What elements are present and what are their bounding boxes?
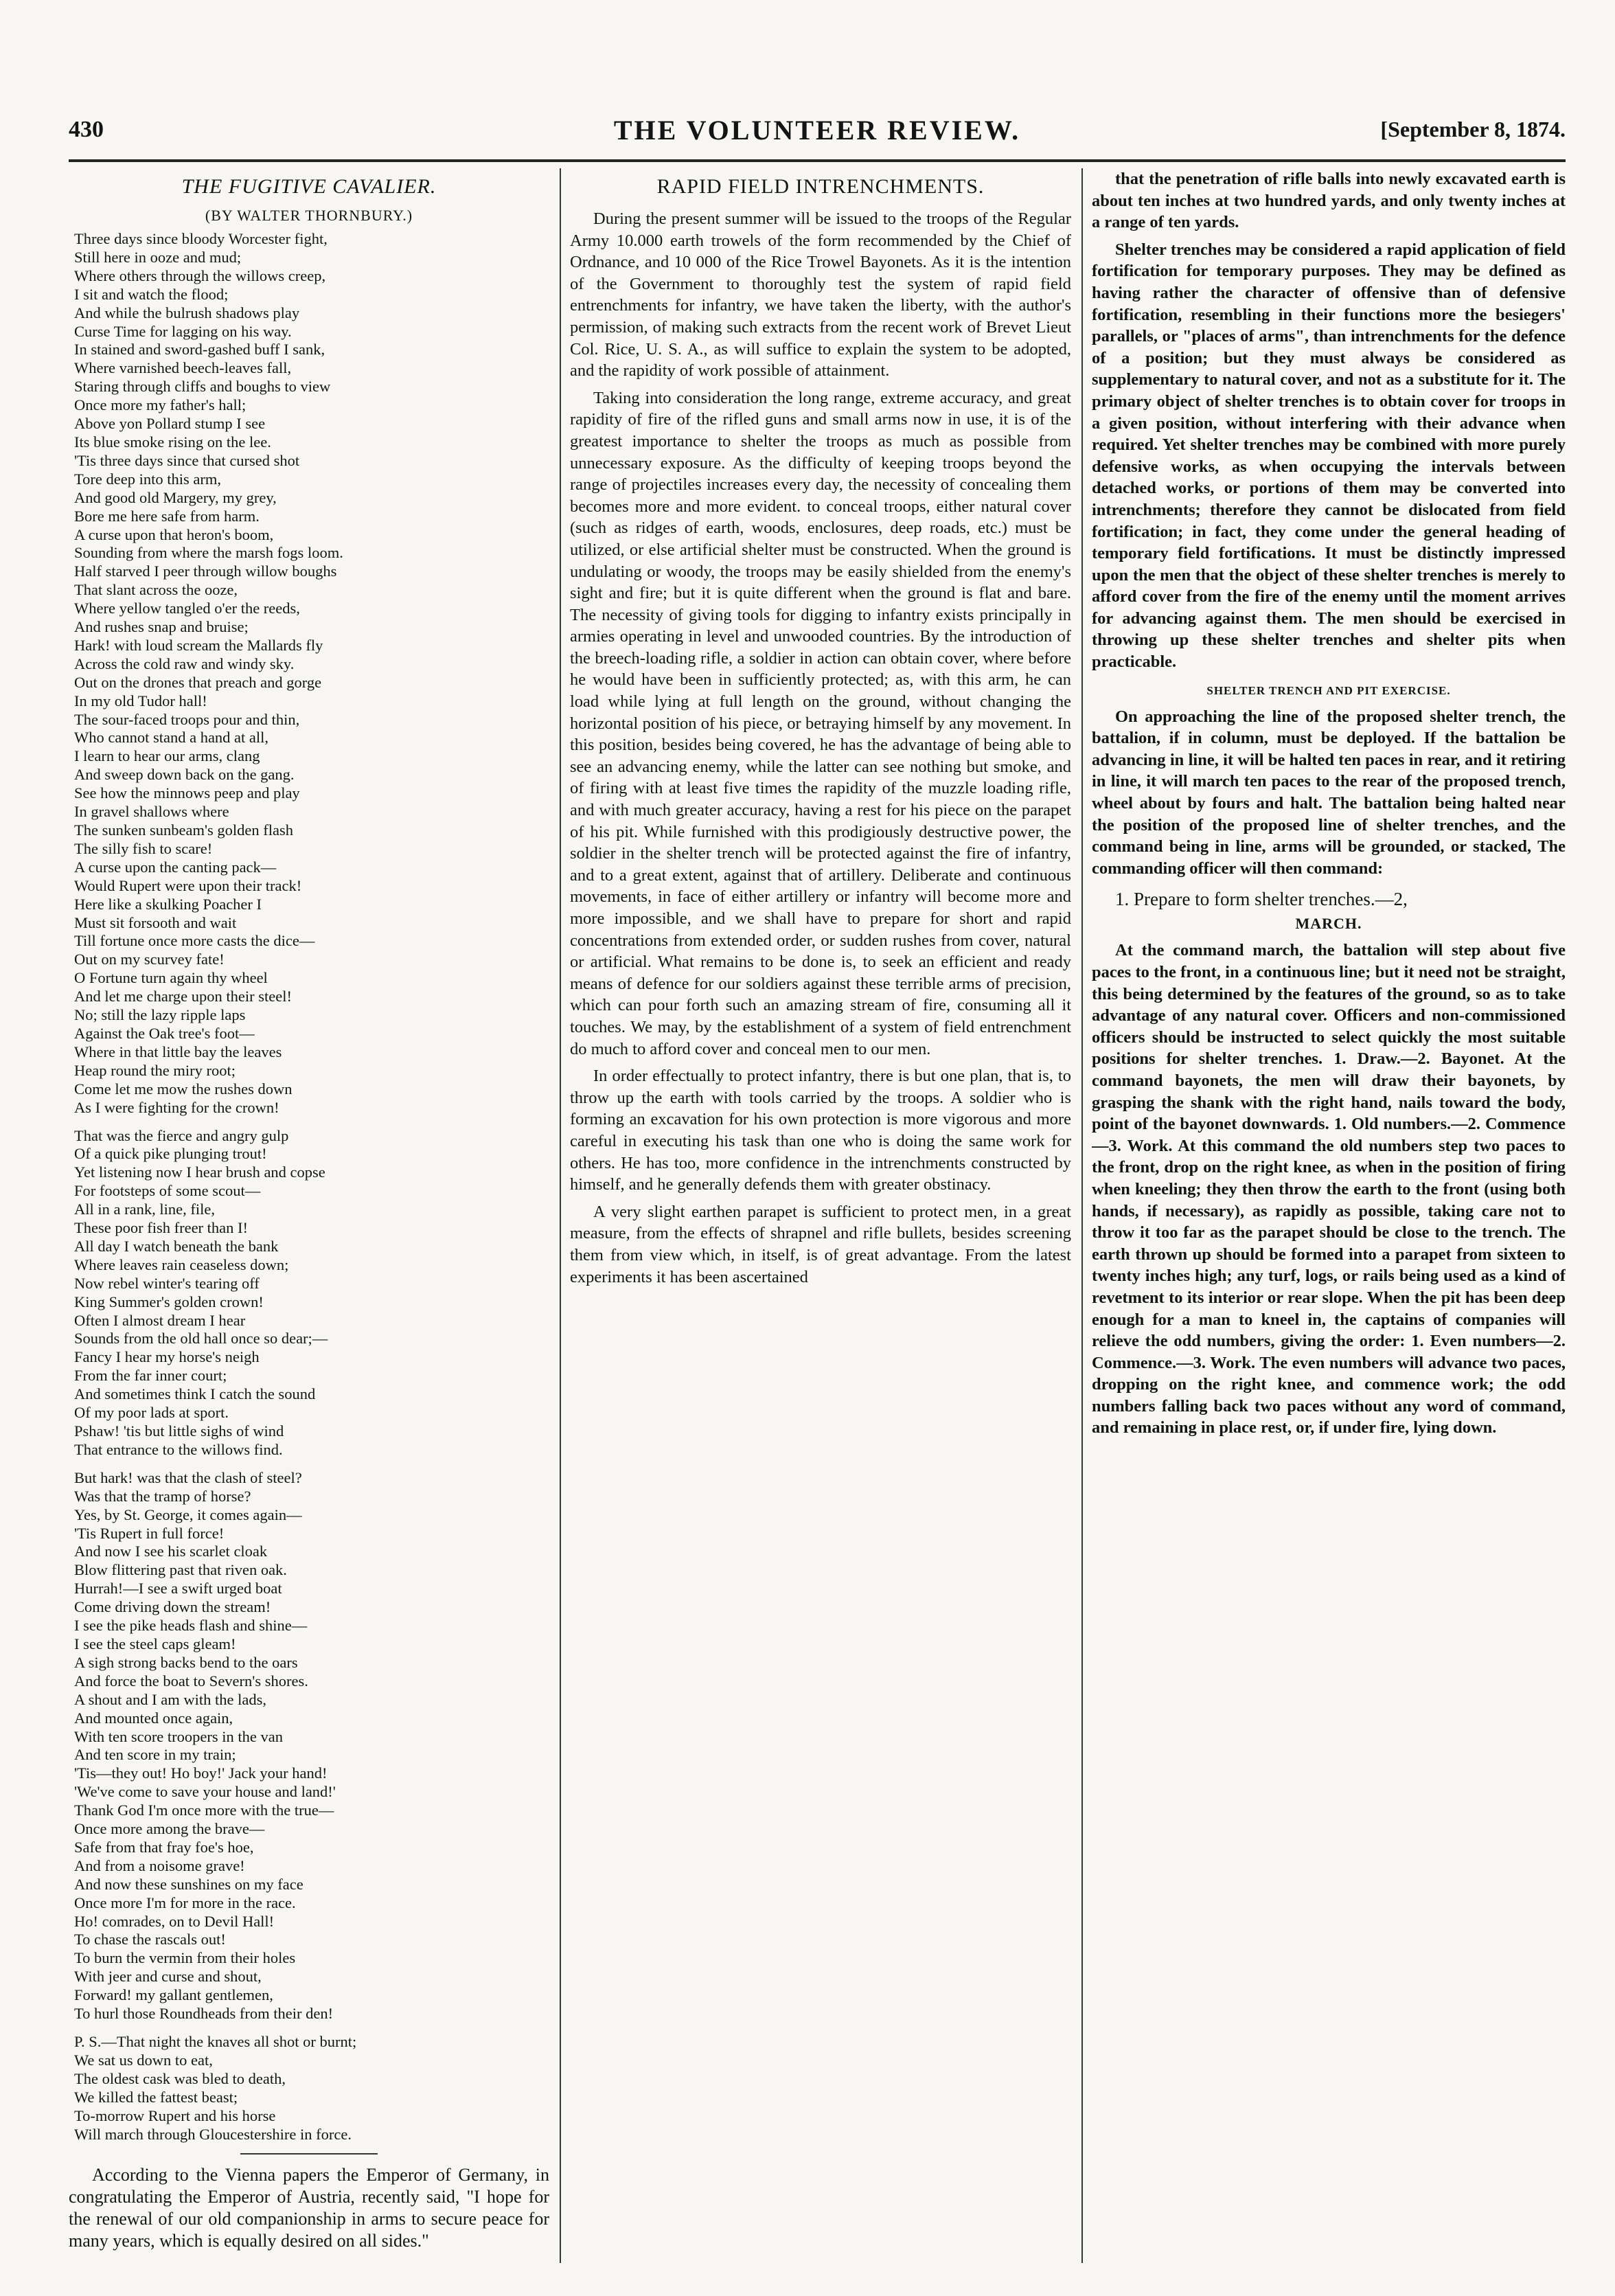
poem-line: A sigh strong backs bend to the oars [74,1653,298,1671]
poem-line: Was that the tramp of horse? [74,1487,251,1505]
poem-line: I sit and watch the flood; [74,285,229,303]
column-divider [560,168,561,2263]
poem-line: With ten score troopers in the van [74,1727,284,1745]
exercise-subhead: SHELTER TRENCH AND PIT EXERCISE. [1206,683,1451,697]
article-paragraph: Shelter trenches may be considered a rapid application of field fortification for temporary purposes. They may be defined as having rather the character of offensive than of defensive fortification, resembling in their functions more the besiegers' parallels, or "places of arms", than intrenchments for the defence of a position; but they must always be considered as supplementary to natural cover, and not as a substitute for it. The primary object of shelter trenches is to obtain cover for troops in a given position, without interfering with their advance when required. Yet shelter trenches may be combined with more purely defensive works, as when occupying the intervals between detached works, or portions of them may be converted into intrenchments; therefore they cannot be dislocated from field fortification; in fact, they come under the general heading of temporary field fortifications. It must be distinctly impressed upon the men that the object of these shelter trenches is merely to afford cover from the fire of the enemy until the moment arrives for advancing against them. The men should be exercised in throwing up these shelter trenches and shelter pits when practicable. [1092,240,1566,672]
poem-line: Across the cold raw and windy sky. [74,655,295,672]
poem-line: The silly fish to scare! [74,839,213,857]
stanza-gap [74,1459,549,1469]
poem-line: To chase the rascals out! [74,1931,226,1948]
poem-line: We sat us down to eat, [74,2051,213,2069]
poem-line: Would Rupert were upon their track! [74,876,302,894]
poem-line: And now these sunshines on my face [74,1875,303,1893]
poem-byline: (BY WALTER THORNBURY.) [205,207,413,224]
poem-line: Half starved I peer through willow boughs [74,562,337,580]
stanza-gap [74,1117,549,1127]
poem-line: Once more among the brave— [74,1820,265,1838]
article-body [570,208,1071,1288]
poem-line: Will march through Gloucestershire in force. [74,2125,352,2143]
poem-line: Of a quick pike plunging trout! [74,1145,267,1163]
issue-date: [September 8, 1874. [1380,117,1566,141]
poem-line: Out on my scurvey fate! [74,951,225,968]
poem-line: And now I see his scarlet cloak [74,1543,268,1560]
poem-line: Where in that little bay the leaves [74,1043,282,1060]
article-paragraph: that the penetration of rifle balls into newly excavated earth is about ten inches at two hundred yards, and only twenty inches at a range of ten yards. [1092,170,1566,232]
poem-line: For footsteps of some scout— [74,1182,261,1200]
poem-line: 'Tis Rupert in full force! [74,1524,225,1542]
poem-line: Where varnished beech-leaves fall, [74,359,292,377]
exercise-body [1092,706,1566,880]
column-3 [1092,168,1566,1444]
poem-line: To burn the vermin from their holes [74,1949,296,1967]
poem-line: Of my poor lads at sport. [74,1404,229,1422]
poem-line: Heap round the miry root; [74,1061,236,1079]
poem-line: Pshaw! 'tis but little sighs of wind [74,1422,284,1440]
poem-line: Blow flittering past that riven oak. [74,1561,287,1579]
poem-line: In my old Tudor hall! [74,692,207,709]
poem-line: And force the boat to Severn's shores. [74,1672,308,1690]
poem-line: Bore me here safe from harm. [74,507,260,525]
poem-line: Thank God I'm once more with the true— [74,1801,334,1819]
poem-line: I see the steel caps gleam! [74,1635,236,1652]
poem-line: Out on the drones that preach and gorge [74,673,322,691]
column-divider [1081,168,1083,2263]
poem-line: Come driving down the stream! [74,1598,271,1616]
stanza-gap [74,2023,549,2033]
poem-line: To-morrow Rupert and his horse [74,2106,276,2124]
column-2 [570,168,1071,1293]
page-number: 430 [69,117,104,142]
poem-line: Ho! comrades, on to Devil Hall! [74,1912,275,1930]
page-header [69,110,1566,151]
poem-line: Now rebel winter's tearing off [74,1274,260,1292]
poem-line: All day I watch beneath the bank [74,1237,279,1255]
poem-line: That was the fierce and angry gulp [74,1126,289,1144]
poem-line: Its blue smoke rising on the lee. [74,433,271,451]
poem-line: Above yon Pollard stump I see [74,415,266,433]
poem-line: Yet listening now I hear brush and copse [74,1163,325,1181]
poem-line: But hark! was that the clash of steel? [74,1468,302,1486]
poem-line: Where yellow tangled o'er the reeds, [74,600,300,617]
poem-line: I see the pike heads flash and shine— [74,1617,308,1635]
command-march: MARCH. [1295,915,1362,933]
poem-line: And let me charge upon their steel! [74,988,292,1005]
poem-line: Come let me mow the rushes down [74,1080,293,1098]
poem-line: The oldest cask was bled to death, [74,2069,286,2087]
poem-line: And sweep down back on the gang. [74,766,295,784]
poem-line: 'Tis three days since that cursed shot [74,451,300,469]
poem-line: I learn to hear our arms, clang [74,747,260,765]
poem-line: In gravel shallows where [74,803,229,821]
poem-line: And rushes snap and bruise; [74,618,249,636]
poem-line: Where others through the willows creep, [74,266,326,284]
poem-line: 'Tis—they out! Ho boy!' Jack your hand! [74,1764,328,1782]
poem-line: King Summer's golden crown! [74,1293,264,1310]
poem-line: See how the minnows peep and play [74,784,300,802]
article-paragraph: In order effectually to protect infantry, there is but one plan, that is, to throw up the earth with tools carried by the troops. A soldier who is forming an excavation for his own protection is more vigorous and more careful in executing his task than one who is doing the same work for others. He has too, more confidence in the intrenchments constructed by himself, and he generally defends them with greater obstinacy. [570,1067,1071,1194]
poem-line: 'We've come to save your house and land!' [74,1783,336,1801]
header-rule [69,159,1566,162]
poem-line: Against the Oak tree's foot— [74,1024,255,1042]
publication-title: THE VOLUNTEER REVIEW. [613,115,1021,146]
poem-line: The sour-faced troops pour and thin, [74,710,300,728]
poem-line: Yes, by St. George, it comes again— [74,1505,302,1523]
poem-line: Forward! my gallant gentlemen, [74,1986,273,2004]
poem-line: Hark! with loud scream the Mallards fly [74,636,323,654]
poem-body [69,230,549,2144]
poem-line: The sunken sunbeam's golden flash [74,821,293,839]
article-title: RAPID FIELD INTRENCHMENTS. [656,175,985,198]
poem-line: Once more I'm for more in the race. [74,1894,296,1911]
poem-line: That entrance to the willows find. [74,1440,283,1458]
column-1 [69,168,549,2258]
section-rule [240,2153,378,2155]
article-paragraph: On approaching the line of the proposed shelter trench, the battalion, if in column, must be deployed. If the battalion be advancing in line, it will be halted ten paces in rear, and it retiring in line, it will march ten paces to the rear of the proposed trench, wheel about by fours and halt. The battalion being halted near the position of the proposed line of shelter trenches, and the command being in line, arms will be grounded, or stacked, The commanding officer will then command: [1092,707,1566,878]
poem-line: Till fortune once more casts the dice— [74,932,315,950]
poem-line: And mounted once again, [74,1709,233,1727]
poem-line: In stained and sword-gashed buff I sank, [74,341,325,359]
poem-line: And good old Margery, my grey, [74,488,277,506]
article-continued [1092,168,1566,673]
poem-line: A curse upon that heron's boom, [74,525,274,543]
poem-line: Curse Time for lagging on his way. [74,322,292,340]
poem-line: Hurrah!—I see a swift urged boat [74,1580,282,1598]
poem-line: P. S.—That night the knaves all shot or burnt; [74,2033,357,2050]
poem-line: And while the bulrush shadows play [74,304,300,321]
poem-line: Once more my father's hall; [74,396,247,414]
poem-line: Sounding from where the marsh fogs loom. [74,544,343,562]
march-body [1092,940,1566,1439]
poem-line: No; still the lazy ripple laps [74,1006,246,1024]
poem-line: With jeer and curse and shout, [74,1968,262,1986]
vienna-paragraph: According to the Vienna papers the Emperor of Germany, in congratulating the Emperor of Austria, recently said, "I hope for the renewal of our old companionship in arms to secure peace for many years, which is equally desired on all sides." [69,2165,549,2251]
poem-line: Three days since bloody Worcester fight, [74,230,328,247]
poem-line: Where leaves rain ceaseless down; [74,1255,289,1273]
poem-line: Still here in ooze and mud; [74,248,242,266]
poem-line: That slant across the ooze, [74,581,238,599]
poem-line: We killed the fattest beast; [74,2088,238,2106]
poem-line: From the far inner court; [74,1367,227,1385]
poem-line: Who cannot stand a hand at all, [74,729,269,747]
article-paragraph: At the command march, the battalion will step about five paces to the front, in a continuous line; but it need not be straight, this being determined by the features of the ground, so as to take advantage of any natural cover. Officers and non-commissioned officers should be instructed to select quickly the most suitable positions for shelter trenches. 1. Draw.—2. Bayonet. At the command bayonets, the men will draw their bayonets, by grasping the shank with the right hand, nails toward the body, point of the bayonet downwards. 1. Old numbers.—2. Commence—3. Work. At this command the old numbers step two paces to the front, drop on the right knee, as when in the position of firing when kneeling; they then throw the earth to the front (using both hands, if necessary), as rapidly as possible, taking care not to throw it too far as the parapet should be close to the trench. The earth thrown up should be formed into a parapet from sixteen to twenty inches high; any turf, logs, or rails being used as a kind of revetment to its interior or rear slope. When the pit has been deep enough for a man to kneel in, the captains of companies will relieve the odd numbers, giving the order: 1. Even numbers—2. Commence.—3. Work. The even numbers will advance two paces, dropping on the right knee, and commence work; the odd numbers falling back two paces without any word of command, and remaining in place rest, or, if under fire, lying down. [1092,941,1566,1437]
article-paragraph: During the present summer will be issued to the troops of the Regular Army 10.000 earth trowels of the form recommended by the Chief of Ordnance, and 10 000 of the Rice Trowel Bayonets. As it is the intention of the Government to thoroughly test the system of rapid field entrenchments for infantry, we have taken the liberty, with the author's permission, of making such extracts from the recent work of Brevet Lieut Col. Rice, U. S. A., as will suffice to explain the system to be adopted, and the rapidity of work possible of attainment. [570,209,1071,380]
poem-line: All in a rank, line, file, [74,1201,215,1218]
command-line: 1. Prepare to form shelter trenches.—2, [1115,889,1408,910]
poem-line: A curse upon the canting pack— [74,858,277,876]
poem-line: And ten score in my train; [74,1746,236,1764]
poem-line: And from a noisome grave! [74,1856,245,1874]
poem-line: Fancy I hear my horse's neigh [74,1348,260,1366]
poem-line: A shout and I am with the lads, [74,1690,266,1708]
poem-line: Tore deep into this arm, [74,470,221,488]
poem-line: Often I almost dream I hear [74,1311,246,1329]
poem-line: Must sit forsooth and wait [74,913,237,931]
poem-line: These poor fish freer than I! [74,1219,249,1237]
poem-line: As I were fighting for the crown! [74,1098,279,1116]
poem-line: O Fortune turn again thy wheel [74,969,268,987]
poem-line: And sometimes think I catch the sound [74,1385,316,1403]
poem-line: To hurl those Roundheads from their den! [74,2005,334,2023]
article-paragraph: A very slight earthen parapet is sufficient to protect men, in a great measure, from the effects of shrapnel and rifle bullets, besides screening them from view which, in itself, is of great advantage. From the latest experiments it has been ascertained [570,1202,1071,1286]
article-paragraph: Taking into consideration the long range, extreme accuracy, and great rapidity of fire of the rifled guns and small arms now in use, it is of the greatest importance to shelter the troops as much as possible from unnecessary exposure. As the difficulty of keeping troops beyond the range of projectiles increases every day, the necessity of concealing them becomes more and more evident. to conceal troops, either natural cover (such as ridges of earth, woods, enclosures, deep roads, etc.) must be utilized, or else artificial shelter must be constructed. When the ground is undulating or woody, the troops may be easily shielded from the enemy's sight and fire; but it is quite different when the ground is flat and bare. The necessity of giving tools for digging to infantry exists principally in armies operating in level and unwooded countries. By the introduction of the breech-loading rifle, a soldier in action can obtain cover, where before he would have been in sufficiently protected; as, with this arm, he can load while lying at full length on the ground, without changing the horizontal position of his piece, or betraying himself by any movement. In this position, besides being covered, he has the advantage of being able to see an advancing enemy, while the latter can see nothing but smoke, and of firing with at least five times the rapidity of the muzzle loading rifle, and with much greater accuracy, having a rest for his piece on the parapet of his pit. While furnished with this prodigiously destructive power, the soldier in the shelter trench will be protected against the fire of infantry, and to a great extent, against that of artillery. Deliberate and continuous movements, in face of either artillery or infantry will become more and more impossible, and we shall have to prepare for short and rapid concentrations from extended order, or sudden rushes from cover, natural or artificial. What remains to be done is, to seek an efficient and ready means of defence for our soldiers against these terrible arms of precision, which can pour forth such an amazing stream of fire, consuming all it touches. We may, by the establishment of a system of field entrenchment do much to afford cover and conceal men to our men. [570,388,1071,1058]
poem-line: Staring through cliffs and boughs to view [74,378,331,396]
poem-line: Safe from that fray foe's hoe, [74,1838,254,1856]
poem-title: THE FUGITIVE CAVALIER. [181,175,437,198]
poem-line: Sounds from the old hall once so dear;— [74,1330,328,1348]
poem-line: Here like a skulking Poacher I [74,895,262,913]
